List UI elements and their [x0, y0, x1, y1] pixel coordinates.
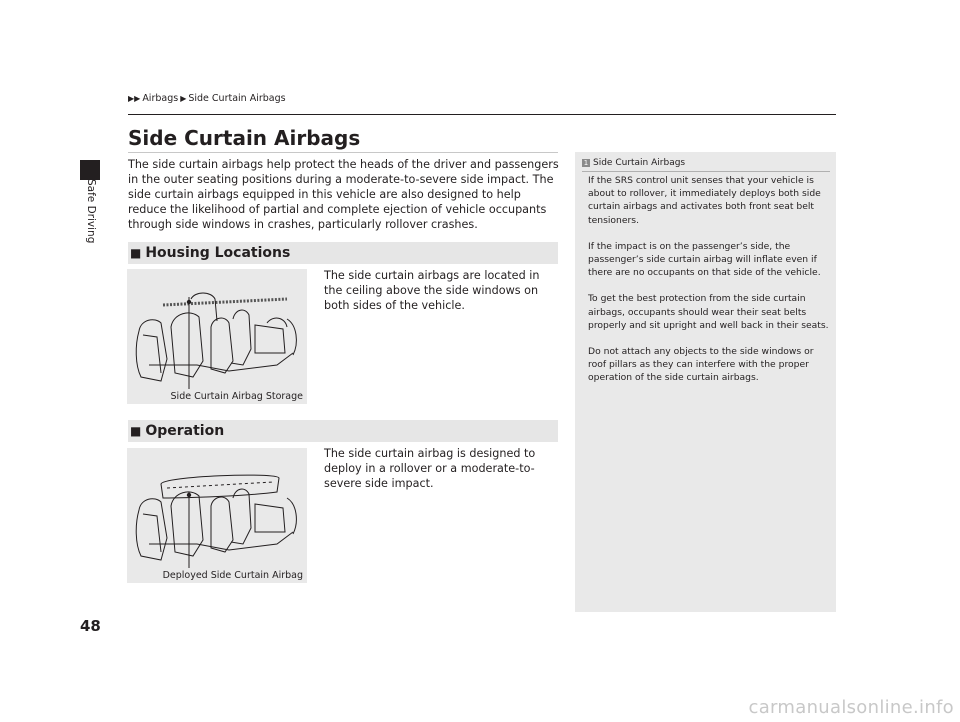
note-paragraphs	[588, 174, 832, 398]
breadcrumb	[128, 93, 286, 104]
note-title-text: Side Curtain Airbags	[593, 158, 686, 168]
page-title: Side Curtain Airbags	[128, 126, 361, 150]
note-paragraph: To get the best protection from the side curtain airbags, occupants should wear their seat belts properly and sit upright and well back in their seats.	[588, 293, 829, 331]
operation-description: The side curtain airbag is designed to deploy in a rollover or a moderate-to-severe side impact.	[324, 447, 536, 490]
side-tab-marker	[80, 160, 100, 180]
side-note-box	[575, 152, 836, 612]
intro-paragraph: The side curtain airbags help protect the heads of the driver and passengers in the outer seating positions during a moderate-to-severe side impact. The side curtain airbags equipped in this vehicle are also designed to help reduce the likelihood of partial and complete ejection of vehicle occupants through side windows in crashes, particularly rollover crashes.	[128, 158, 559, 231]
note-paragraph: If the impact is on the passenger’s side, the passenger’s side curtain airbag will inflate even if there are no occupants on that side of the vehicle.	[588, 240, 821, 279]
section-heading-text: Operation	[145, 423, 225, 439]
deployed-illustration	[127, 448, 307, 583]
storage-figure-caption: Side Curtain Airbag Storage	[170, 391, 303, 402]
deployed-figure-caption: Deployed Side Curtain Airbag	[162, 570, 303, 581]
section-heading-text: Housing Locations	[145, 245, 291, 261]
header-rule	[128, 114, 836, 115]
note-rule	[582, 171, 830, 172]
vehicle-interior-storage-icon	[127, 269, 307, 404]
page-number: 48	[80, 617, 101, 635]
square-bullet-icon: ■	[130, 246, 142, 260]
note-paragraph: Do not attach any objects to the side windows or roof pillars as they can interfere with the proper operation of the side curtain airbags.	[588, 346, 814, 384]
side-tab-label-wrap	[84, 178, 98, 268]
reference-marker-icon: 1	[583, 159, 589, 167]
vehicle-interior-deployed-icon	[127, 448, 307, 583]
section-heading-housing-locations	[128, 242, 558, 264]
breadcrumb-arrow-icon: ▶▶	[128, 94, 141, 103]
housing-locations-description: The side curtain airbags are located in the ceiling above the side windows on both sides of the vehicle.	[324, 269, 540, 312]
breadcrumb-item-side-curtain-airbags[interactable]: Side Curtain Airbags	[188, 93, 286, 104]
side-tab-label: Safe Driving	[85, 179, 97, 244]
note-title	[582, 158, 685, 168]
breadcrumb-item-airbags[interactable]: Airbags	[142, 93, 179, 104]
storage-illustration	[127, 269, 307, 404]
section-heading-operation	[128, 420, 558, 442]
breadcrumb-arrow-icon: ▶	[180, 94, 187, 103]
watermark: carmanualsonline.info	[748, 697, 954, 718]
square-bullet-icon: ■	[130, 424, 142, 438]
title-rule	[128, 152, 558, 153]
note-paragraph: If the SRS control unit senses that your vehicle is about to rollover, it immediately deploys both side curtain airbags and activates both front seat belt tensioners.	[588, 175, 821, 226]
